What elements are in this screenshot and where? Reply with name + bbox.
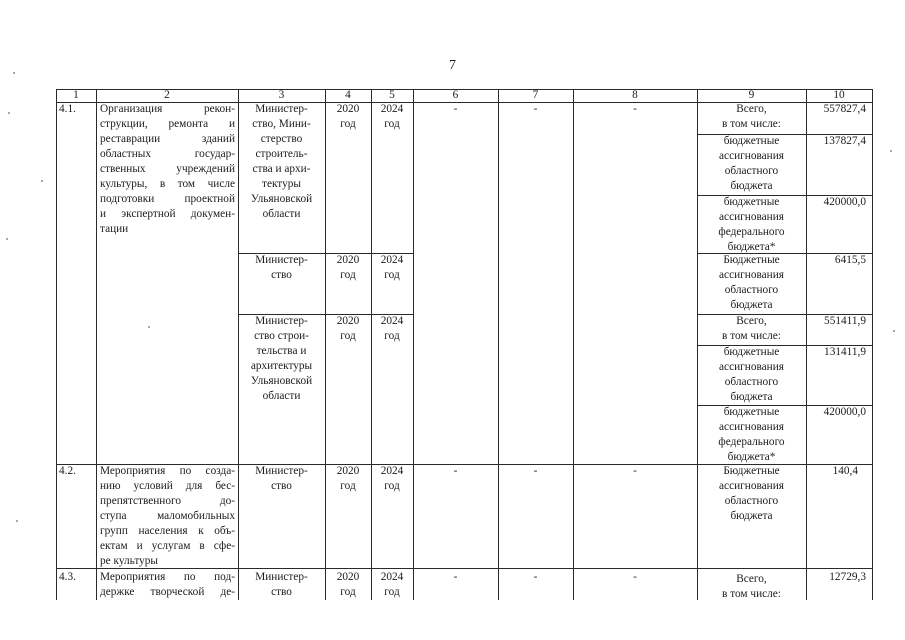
start-year: 2020 [336,254,360,266]
empty-cell-dash: - [633,103,637,115]
start-year: 2020 [336,315,360,327]
executor-name: ство [271,586,292,598]
empty-cell-dash: - [633,465,637,477]
funding-amount: 140,4 [832,465,858,477]
end-year: год [384,269,400,281]
end-year: 2024 [380,103,404,115]
funding-source: ассигнования [719,211,784,223]
activity-name: препятственного до- [100,495,235,507]
executor-name: ство, Мини- [252,118,311,130]
activity-name: ступа маломобильных [100,510,235,522]
empty-cell-dash: - [533,571,538,583]
start-year: 2020 [336,571,360,583]
funding-source: бюджета [730,299,773,311]
executor-name: ство [271,480,292,492]
funding-source: федерального [718,226,785,238]
table-rule [573,89,574,600]
funding-amount: 420000,0 [823,406,866,418]
empty-cell-dash: - [453,465,458,477]
start-year: год [340,118,356,130]
funding-source: ассигнования [719,421,784,433]
executor-name: Министер- [255,465,308,477]
executor-name: Министер- [255,103,308,115]
activity-name: Организация рекон- [100,103,235,115]
end-year: 2024 [380,315,404,327]
funding-source: областного [724,376,779,388]
scan-speck [6,238,8,240]
start-year: год [340,586,356,598]
page-number: 7 [449,58,456,73]
start-year: 2020 [336,465,360,477]
end-year: год [384,480,400,492]
column-header: 4 [345,89,351,101]
funding-amount: 420000,0 [823,196,866,208]
scan-speck [148,326,150,328]
executor-name: ства и архи- [252,163,311,175]
funding-source: бюджета [730,510,773,522]
empty-cell-dash: - [453,103,458,115]
executor-name: ство [271,269,292,281]
funding-source: бюджета [730,180,773,192]
column-header: 6 [452,89,459,101]
funding-source: областного [724,495,779,507]
activity-name: культуры, в том числе [100,178,235,190]
activity-name: областных государ- [100,148,235,160]
executor-name: строитель- [255,148,308,160]
executor-name: Министер- [255,254,308,266]
column-header: 3 [278,89,285,101]
scan-speck [16,520,18,522]
funding-source: бюджетные [723,135,780,147]
end-year: 2024 [380,254,404,266]
activity-name: Мероприятия по созда- [100,465,235,477]
executor-name: тектуры [262,178,301,190]
funding-source: Бюджетные [723,254,780,266]
column-header: 5 [389,89,395,101]
executor-name: Ульяновской [250,193,313,205]
scan-speck [8,112,10,114]
activity-name: струкции, ремонта и [100,118,235,130]
activity-name: нию условий для бес- [100,480,235,492]
activity-name: ектам и услугам в сфе- [100,540,235,552]
table-rule [56,89,57,600]
funding-source: в том числе: [722,118,781,130]
funding-source: Бюджетные [723,465,780,477]
column-header: 1 [73,89,79,101]
funding-source: Всего, [736,315,767,327]
funding-amount: 551411,9 [824,315,866,327]
executor-name: области [262,390,301,402]
row-number: 4.2. [59,465,76,477]
funding-source: бюджета [730,391,773,403]
activity-name: Мероприятия по под- [100,571,235,583]
executor-name: области [262,208,301,220]
column-header: 2 [164,89,170,101]
activity-name: держке творческой де- [100,586,235,598]
empty-cell-dash: - [453,571,458,583]
activity-name: подготовки проектной [100,193,235,205]
end-year: год [384,118,400,130]
scan-speck [890,150,892,152]
funding-source: бюджетные [723,346,780,358]
table-rule [96,89,97,600]
empty-cell-dash: - [533,103,538,115]
end-year: 2024 [380,465,404,477]
table-rule [498,89,499,600]
start-year: год [340,269,356,281]
scan-speck [13,72,15,74]
activity-name: ственных учреждений [100,163,235,175]
table-rule [325,89,326,600]
column-header: 8 [632,89,638,101]
activity-name: реставрации зданий [100,133,235,145]
funding-source: в том числе: [722,330,781,342]
scan-speck [41,180,43,182]
funding-source: в том числе: [722,588,781,600]
activity-name: групп населения к объ- [100,525,235,537]
executor-name: архитектуры [250,360,313,372]
start-year: год [340,330,356,342]
table-rule [413,89,414,600]
funding-source: ассигнования [719,150,784,162]
table-rule [371,89,372,600]
funding-source: областного [724,165,779,177]
end-year: год [384,330,400,342]
funding-source: ассигнования [719,480,784,492]
funding-source: бюджетные [723,196,780,208]
column-header: 7 [532,89,539,101]
table-rule [872,89,873,600]
start-year: 2020 [336,103,360,115]
activity-name: тации [100,223,129,235]
scan-speck [893,330,895,332]
executor-name: Министер- [255,315,308,327]
empty-cell-dash: - [633,571,637,583]
funding-source: областного [724,284,779,296]
funding-source: бюджетные [723,406,780,418]
funding-source: ассигнования [719,361,784,373]
end-year: год [384,586,400,598]
funding-amount: 12729,3 [829,571,866,583]
activity-name: ре культуры [100,555,159,567]
empty-cell-dash: - [533,465,538,477]
funding-amount: 137827,4 [823,135,866,147]
executor-name: стерство [260,133,303,145]
funding-source: ассигнования [719,269,784,281]
start-year: год [340,480,356,492]
row-number: 4.3. [59,571,76,583]
funding-source: бюджета* [727,241,776,253]
executor-name: Ульяновской [250,375,313,387]
funding-amount: 557827,4 [823,103,866,115]
executor-name: тельства и [256,345,307,357]
executor-name: ство строи- [254,330,309,342]
funding-source: бюджета* [727,451,776,463]
end-year: 2024 [380,571,404,583]
column-header: 10 [833,89,845,101]
funding-source: Всего, [736,573,767,585]
funding-source: федерального [718,436,785,448]
column-header: 9 [748,89,755,101]
funding-amount: 131411,9 [824,346,866,358]
activity-name: и экспертной докумен- [100,208,235,220]
funding-source: Всего, [736,103,767,115]
row-number: 4.1. [59,103,76,115]
executor-name: Министер- [255,571,308,583]
funding-amount: 6415,5 [834,254,866,266]
